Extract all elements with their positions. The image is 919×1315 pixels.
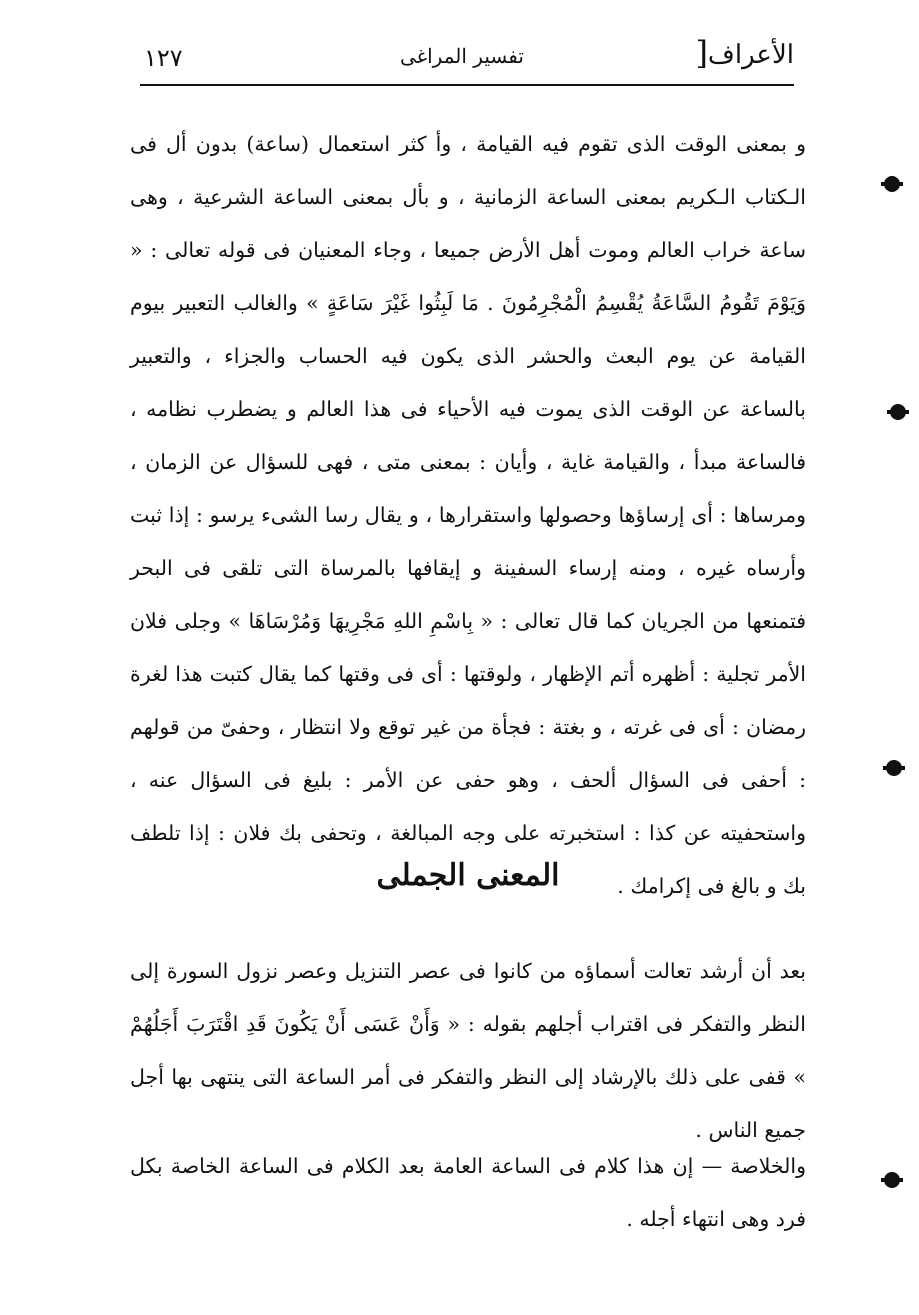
running-header	[140, 34, 794, 86]
header-book-title: تفسير المراغى	[400, 44, 524, 68]
margin-ink-mark	[884, 1172, 900, 1188]
margin-ink-mark	[890, 404, 906, 420]
margin-ink-mark	[886, 760, 902, 776]
section-heading: المعنى الجملى	[376, 858, 560, 893]
margin-ink-mark	[884, 176, 900, 192]
paragraph-conclusion: والخلاصة — إن هذا كلام فى الساعة العامة بعد الكلام فى الساعة الخاصة بكل فرد وهى انتهاء أجله .	[130, 1154, 806, 1231]
paragraph-vocabulary: و بمعنى الوقت الذى تقوم فيه القيامة ، وأ كثر استعمال (ساعة) بدون أل فى الـكتاب الـكريم بمعنى الساعة الزمانية ، و بأل بمعنى الساعة الشرعية ، وهى ساعة خراب العالم وموت أهل الأرض جميعا ، وجاء المعنيان فى قوله تعالى : « وَيَوْمَ تَقُومُ السَّاعَةُ يُقْسِمُ الْمُجْرِمُونَ . مَا لَبِثُوا غَيْرَ سَاعَةٍ » والغالب التعبير بيوم القيامة عن يوم البعث والحشر الذى يكون فيه الحساب والجزاء ، والتعبير بالساعة عن الوقت الذى يموت فيه الأحياء فى هذا العالم و يضطرب نظامه ، فالساعة مبدأ ، والقيامة غاية ، وأيان : بمعنى متى ، فهى للسؤال عن الزمان ، ومرساها : أى إرساؤها وحصولها واستقرارها ، و يقال رسا الشىء يرسو : إذا ثبت وأرساه غيره ، ومنه إرساء السفينة و إيقافها بالمرساة التى تلقى فى البحر فتمنعها من الجريان كما قال تعالى : « بِاسْمِ اللهِ مَجْرِيهَا وَمُرْسَاهَا » وجلى فلان الأمر تجلية : أظهره أتم الإظهار ، ولوقتها : أى فى وقتها كما يقال كتبت هذا لغرة رمضان : أى فى غرته ، و بغتة : فجأة من غير توقع ولا انتظار ، وحفىّ من قولهم : أحفى فى السؤال ألحف ، وهو حفى عن الأمر : بليغ فى السؤال عنه ، واستحفيته عن كذا : استخبرته على وجه المبالغة ، وتحفى بك فلان : إذا تلطف بك و بالغ فى إكرامك .	[130, 132, 806, 898]
header-surah-name: الأعراف	[707, 40, 794, 70]
page-number: ١٢٧	[144, 44, 183, 72]
paragraph-summary-meaning: بعد أن أرشد تعالت أسماؤه من كانوا فى عصر التنزيل وعصر نزول السورة إلى النظر والتفكر فى اقتراب أجلهم بقوله : « وَأَنْ عَسَى أَنْ يَكُونَ قَدِ اقْتَرَبَ أَجَلُهُمْ » قفى على ذلك بالإرشاد إلى النظر والتفكر فى أمر الساعة التى ينتهى بها أجل جميع الناس .	[130, 959, 806, 1142]
header-bracket: ]	[695, 34, 708, 72]
